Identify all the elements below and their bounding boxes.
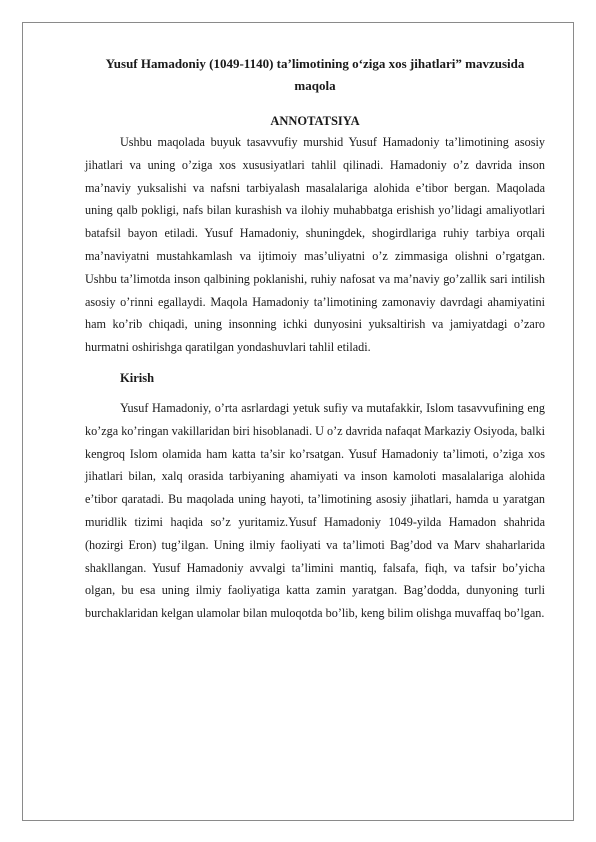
annotation-paragraph: Ushbu maqolada buyuk tasavvufiy murshid Yusuf Hamadoniy ta’limotining asosiy jihatlari va uning o’ziga xos xususiyatlari tahlil qilinadi. Hamadoniy o’z davrida inson ma’naviy yuksalishi va nafsni tarbiyalash masalalariga alohida e’tibor bergan. Maqolada uning qalb pokligi, nafs bilan kurashish va ilohiy muhabbatga erishish yo’lidagi amaliyotlari batafsil bayon etiladi. Yusuf Hamadoniy, shuningdek, shogirdlariga ruhiy tarbiya orqali ma’naviyatni mustahkamlash va ijtimoiy mas’uliyatni o’z zimmasiga olishni o’rgatgan. Ushbu ta’limotda inson qalbining poklanishi, ruhiy nafosat va ma’naviy go’zallik sari intilish asosiy o’rinni egallaydi. Maqola Hamadoniy ta’limotining zamonaviy davrdagi ahamiyatini ham ko’rib chiqadi, uning insonning ichki dunyosini yuksaltirish va jamiyatdagi o’zaro hurmatni oshirishga qaratilgan yondashuvlari tahlil etiladi.: [85, 135, 545, 355]
intro-paragraph: Yusuf Hamadoniy, o’rta asrlardagi yetuk sufiy va mutafakkir, Islom tasavvufining eng ko’zga ko’ringan vakillaridan biri hisoblanadi. U o’z davrida nafaqat Markaziy Osiyoda, balki kengroq Islom olamida ham katta ta’sir ko’rsatgan. Yusuf Hamadoniy ta’limoti, o’ziga xos jihatlari bilan, xalq orasida tarbiyaning ahamiyati va inson kamoloti masalalariga alohida e’tibor qaratadi. Bu maqolada uning hayoti, ta’limotining asosiy jihatlari, hamda u yaratgan muridlik tizimi haqida so’z yuritamiz.Yusuf Hamadoniy 1049-yilda Hamadon shahrida (hozirgi Eron) tug’ilgan. Uning ilmiy faoliyati va ta’limoti Bag’dod va Marv shaharlarida shakllangan. Yusuf Hamadoniy avvalgi ta’limini mantiq, falsafa, fiqh, va tafsir bo’yicha olgan, bu esa uning ilmiy faoliyatiga katta zamin yaratgan. Bag’dodda, dunyoning turli burchaklaridan kelgan ulamolar bilan muloqotda bo’lib, keng bilim olishga muvaffaq bo’lgan.: [85, 400, 545, 621]
annotation-heading: ANNOTATSIYA: [270, 114, 360, 128]
document-title: Yusuf Hamadoniy (1049-1140) ta’limotining o‘ziga xos jihatlari” mavzusida maqola: [105, 56, 525, 93]
document-body: [85, 53, 545, 625]
intro-heading: Kirish: [120, 370, 155, 385]
